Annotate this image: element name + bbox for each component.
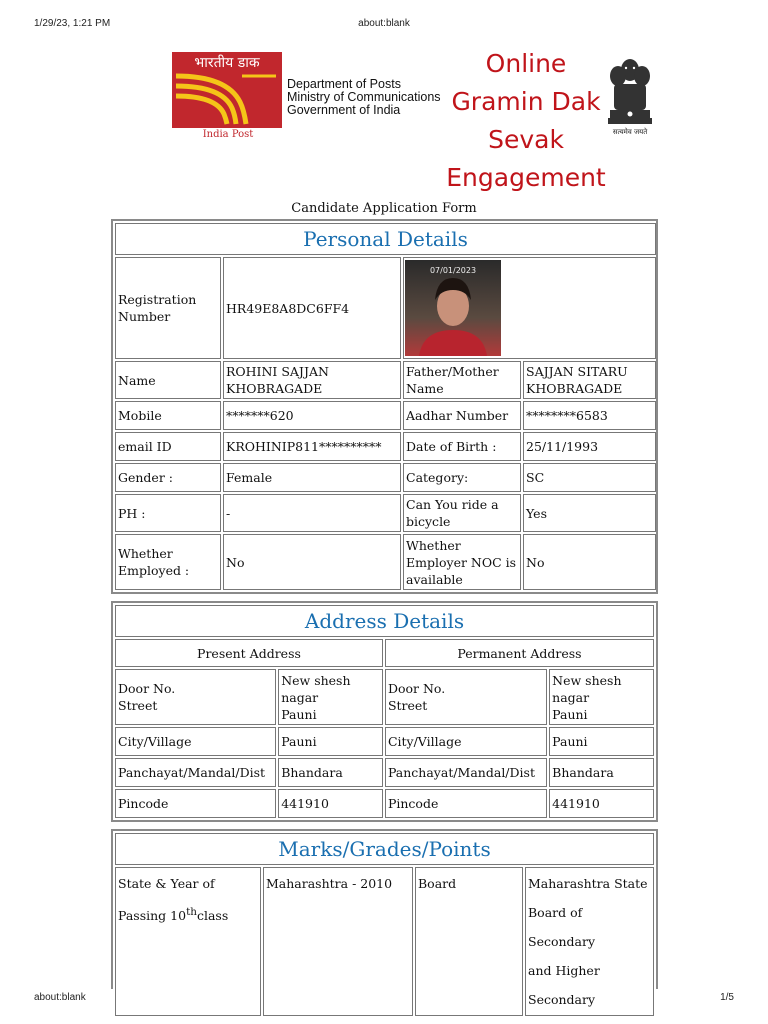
- portal-title: [444, 45, 608, 197]
- state-year-label-line: State & Year of: [118, 876, 215, 891]
- state-year-label: [115, 867, 261, 1016]
- class-text: class: [196, 908, 229, 924]
- personal-details-section: [111, 219, 658, 594]
- permanent-address-heading: Permanent Address: [385, 639, 654, 667]
- permanent-pincode-value: 441910: [549, 789, 654, 818]
- ph-value: -: [223, 494, 401, 532]
- print-page-title: about:blank: [358, 18, 410, 29]
- print-datetime: 1/29/23, 1:21 PM: [34, 18, 111, 29]
- gender-value: Female: [223, 463, 401, 492]
- department-block: [287, 78, 441, 117]
- door-line: New shesh: [552, 672, 622, 688]
- bicycle-value: Yes: [523, 494, 656, 532]
- category-label: Category:: [403, 463, 521, 492]
- present-district-value: Bhandara: [278, 758, 383, 787]
- email-label: email ID: [115, 432, 221, 461]
- employed-label: Whether Employed :: [115, 534, 221, 590]
- name-label: Name: [115, 361, 221, 399]
- employed-value: No: [223, 534, 401, 590]
- name-value: ROHINI SAJJAN KHOBRAGADE: [223, 361, 401, 399]
- board-line: Board of Secondary: [528, 905, 596, 949]
- national-emblem-icon: [604, 50, 656, 138]
- registration-label: Registration Number: [115, 257, 221, 359]
- street-label: Street: [387, 698, 428, 713]
- permanent-district-value: Bhandara: [549, 758, 654, 787]
- present-pincode-value: 441910: [278, 789, 383, 818]
- board-line: and Higher: [528, 963, 600, 978]
- ph-label: PH :: [115, 494, 221, 532]
- permanent-door-value: [549, 669, 654, 725]
- marks-table: [113, 831, 656, 1018]
- board-label: Board: [415, 867, 523, 1016]
- email-value: KROHINIP811**********: [223, 432, 401, 461]
- parent-name-value: SAJJAN SITARU KHOBRAGADE: [523, 361, 656, 399]
- door-label: Door No.: [118, 681, 176, 696]
- photo-date-stamp: 07/01/2023: [429, 266, 477, 275]
- door-street-label: [115, 669, 276, 725]
- door-label: Door No.: [387, 681, 446, 696]
- mobile-value: *******620: [223, 401, 401, 430]
- noc-label: Whether Employer NOC is available: [403, 534, 521, 590]
- door-street-label: [385, 669, 547, 725]
- category-value: SC: [523, 463, 656, 492]
- logo-caption: India Post: [202, 129, 254, 140]
- photo-cell: [403, 257, 656, 359]
- print-page-count: 1/5: [720, 992, 734, 1003]
- door-line: nagar: [281, 689, 319, 705]
- aadhar-label: Aadhar Number: [403, 401, 521, 430]
- address-details-section: [111, 601, 658, 822]
- door-line: New shesh: [281, 672, 351, 688]
- panchayat-label: Panchayat/Mandal/Dist: [115, 758, 276, 787]
- personal-details-table: [113, 221, 658, 592]
- marks-section: [111, 829, 658, 1007]
- parent-name-label: Father/Mother Name: [403, 361, 521, 399]
- noc-value: No: [523, 534, 656, 590]
- section-heading: Marks/Grades/Points: [115, 833, 654, 865]
- permanent-city-value: Pauni: [549, 727, 654, 756]
- candidate-photo: [405, 260, 501, 356]
- ordinal-superscript: th: [186, 906, 197, 918]
- door-line: nagar: [552, 689, 590, 705]
- board-line: Secondary: [528, 992, 596, 1007]
- street-label: Street: [118, 698, 158, 713]
- department-line: Department of Posts: [287, 77, 401, 91]
- section-heading: Address Details: [115, 605, 654, 637]
- pincode-label: Pincode: [385, 789, 547, 818]
- present-door-value: [278, 669, 383, 725]
- present-address-heading: Present Address: [115, 639, 383, 667]
- logo-hindi-text: भारतीय डाक: [194, 55, 260, 71]
- aadhar-value: ********6583: [523, 401, 656, 430]
- door-line: Pauni: [552, 706, 588, 722]
- print-url: about:blank: [34, 992, 86, 1003]
- portal-title-line: Sevak: [488, 125, 564, 154]
- ministry-line: Ministry of Communications: [287, 90, 441, 104]
- form-title: Candidate Application Form: [291, 201, 477, 216]
- mobile-label: Mobile: [115, 401, 221, 430]
- emblem-motto: सत्यमेव जयते: [612, 128, 648, 136]
- pincode-label: Pincode: [115, 789, 276, 818]
- india-post-logo: [172, 52, 282, 128]
- portal-title-line: Engagement: [446, 163, 606, 192]
- city-label: City/Village: [115, 727, 276, 756]
- gender-label: Gender :: [115, 463, 221, 492]
- portal-title-line: Online: [485, 49, 567, 78]
- dob-value: 25/11/1993: [523, 432, 656, 461]
- government-line: Government of India: [287, 103, 401, 117]
- portal-title-line: Gramin Dak: [451, 87, 601, 116]
- panchayat-label: Panchayat/Mandal/Dist: [385, 758, 547, 787]
- dob-label: Date of Birth :: [403, 432, 521, 461]
- passing-text: Passing 10: [118, 908, 187, 924]
- present-city-value: Pauni: [278, 727, 383, 756]
- board-value: [525, 867, 654, 1016]
- city-label: City/Village: [385, 727, 547, 756]
- bicycle-label: Can You ride a bicycle: [403, 494, 521, 532]
- address-details-table: [113, 603, 656, 820]
- registration-value: HR49E8A8DC6FF4: [223, 257, 401, 359]
- section-heading: Personal Details: [115, 223, 656, 255]
- board-line: Maharashtra State: [528, 876, 648, 891]
- state-year-value: Maharashtra - 2010: [263, 867, 413, 1016]
- door-line: Pauni: [281, 706, 317, 722]
- state-year-label-line: [118, 898, 258, 930]
